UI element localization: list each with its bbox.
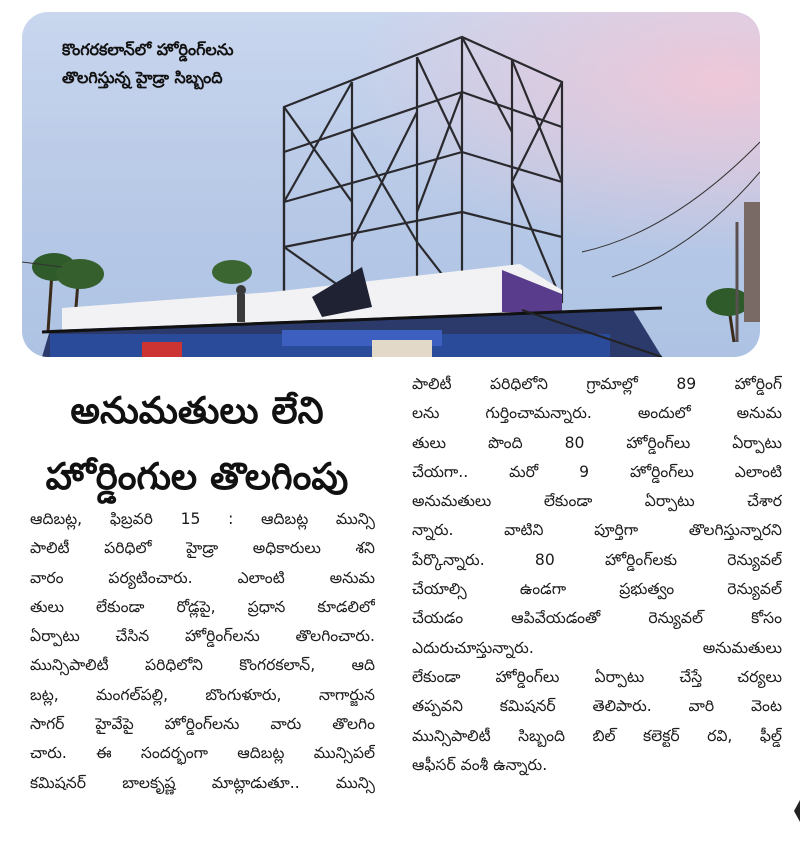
body-line: చేయడం ఆపివేయడంతో రెన్యువల్ కోసం <box>412 609 782 628</box>
body-line: చేయాల్సి ఉండగా ప్రభుత్వం రెన్యువల్ <box>412 580 782 599</box>
body-line: కమిషనర్ బాలకృష్ణ మాట్లాడుతూ.. మున్సి <box>30 773 375 792</box>
article-body-right-column <box>412 370 782 780</box>
body-line: అనుమతులు లేకుండా ఏర్పాటు చేశార <box>412 492 782 511</box>
body-line: చేయగా.. మరో 9 హోర్డింగ్‌లు ఎలాంటి <box>412 462 782 481</box>
body-line: లను గుర్తించామన్నారు. అందులో అనుమ <box>412 404 782 423</box>
headline-line: అనుమతులు లేని <box>70 389 324 432</box>
body-line: సాగర్ హైవేపై హోర్డింగ్‌లను వారు తొలగిం <box>30 715 375 734</box>
body-line: వారం పర్యటించారు. ఎలాంటి అనుమ <box>30 568 375 587</box>
caption-line: కొంగరకలాన్‌లో హోర్డింగ్‌లను <box>62 40 234 59</box>
body-line: తులు పొంది 80 హోర్డింగ్‌లు ఏర్పాటు <box>412 433 782 452</box>
photo-caption <box>62 36 302 92</box>
body-line: లేకుండా హోర్డింగ్‌లు ఏర్పాటు చేస్తే చర్యలు <box>412 667 782 686</box>
caption-line: తొలగిస్తున్న హైడ్రా సిబ్బంది <box>62 68 223 87</box>
body-line: పాలిటీ పరిధిలోని గ్రామాల్లో 89 హోర్డింగ్ <box>412 375 782 393</box>
headline-line: హోర్డింగుల తొలగింపు <box>45 455 349 498</box>
body-line: ఎదురుచూస్తున్నారు. అనుమతులు <box>412 638 782 657</box>
article-body-left-column <box>30 505 375 798</box>
body-line: ఏర్పాటు చేసిన హోర్డింగ్‌లను తొలగించారు. <box>30 627 375 646</box>
page-edge-marker-icon <box>794 800 800 822</box>
body-line: తులు లేకుండా రోడ్లపై, ప్రధాన కూడలిలో <box>30 597 375 616</box>
body-line: ఆఫీసర్ వంశీ ఉన్నారు. <box>412 755 548 774</box>
body-line: న్నారు. వాటిని పూర్తిగా తొలగిస్తున్నారని <box>412 521 782 540</box>
news-photo <box>22 12 760 357</box>
body-line: బట్ల, మంగల్‌పల్లి, బొంగుళూరు, నాగార్జున <box>30 685 375 704</box>
body-line: ఆదిబట్ల, ఫిబ్రవరి 15 : ఆదిబట్ల మున్సి <box>30 510 375 528</box>
body-line: మున్సిపాలిటీ పరిధిలోని కొంగరకలాన్, ఆది <box>30 656 375 675</box>
body-line: మున్సిపాలిటీ సిబ్బంది బిల్ కలెక్టర్ రవి, ఫీల్డ్ <box>412 726 782 745</box>
body-line: తప్పవని కమిషనర్ తెలిపారు. వారి వెంట <box>412 697 782 716</box>
body-line: పాలిటీ పరిధిలో హైడ్రా అధికారులు శని <box>30 539 375 558</box>
body-line: చారు. ఈ సందర్భంగా ఆదిబట్ల మున్సిపల్ <box>30 744 375 763</box>
headline <box>16 378 378 510</box>
body-line: పేర్కొన్నారు. 80 హోర్డింగ్‌లకు రెన్యువల్ <box>412 550 782 569</box>
